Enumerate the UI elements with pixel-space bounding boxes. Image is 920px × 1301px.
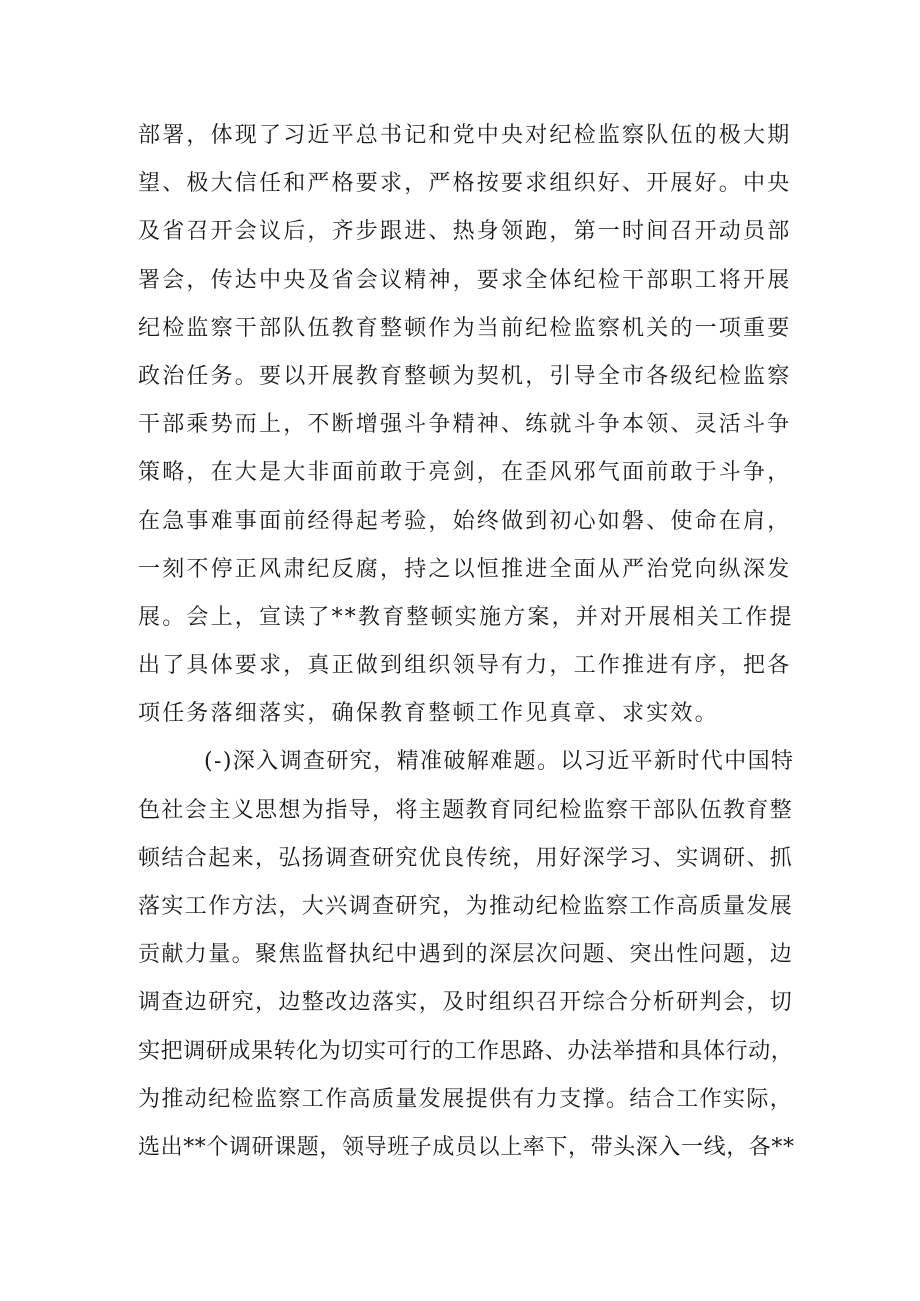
text-line-22: 选出**个调研课题，领导班子成员以上率下，带头深入一线，各** bbox=[138, 1134, 795, 1160]
text-line-13: 项任务落细落实，确保教育整顿工作见真章、求实效。 bbox=[138, 701, 719, 727]
text-line-11: 展。会上，宣读了**教育整顿实施方案，并对开展相关工作提 bbox=[138, 604, 794, 630]
text-line-16: 顿结合起来，弘扬调查研究优良传统，用好深学习、实调研、抓 bbox=[138, 845, 794, 871]
text-line-6: 政治任务。要以开展教育整顿为契机，引导全市各级纪检监察 bbox=[138, 363, 792, 389]
text-line-8: 策略，在大是大非面前敢于亮剑，在歪风邪气面前敢于斗争， bbox=[138, 460, 792, 486]
text-line-7: 干部乘势而上，不断增强斗争精神、练就斗争本领、灵活斗争 bbox=[138, 412, 792, 438]
text-line-19: 调查边研究，边整改边落实，及时组织召开综合分析研判会，切 bbox=[138, 990, 794, 1016]
text-line-1: 部署，体现了习近平总书记和党中央对纪检监察队伍的极大期 bbox=[138, 123, 792, 148]
text-line-9: 在急事难事面前经得起考验，始终做到初心如磐、使命在肩， bbox=[138, 508, 792, 534]
text-line-21: 为推动纪检监察工作高质量发展提供有力支撑。结合工作实际， bbox=[138, 1086, 794, 1112]
text-line-5: 纪检监察干部队伍教育整顿作为当前纪检监察机关的一项重要 bbox=[138, 315, 792, 341]
section-heading-line: (-)深入调查研究，精准破解难题。以习近平新时代中国特 bbox=[204, 749, 795, 775]
text-line-10: 一刻不停正风肃纪反腐，持之以恒推进全面从严治党向纵深发 bbox=[138, 556, 792, 582]
text-line-20: 实把调研成果转化为切实可行的工作思路、办法举措和具体行动， bbox=[138, 1038, 794, 1064]
text-line-12: 出了具体要求，真正做到组织领导有力，工作推进有序，把各 bbox=[138, 653, 792, 679]
text-line-4: 署会，传达中央及省会议精神，要求全体纪检干部职工将开展 bbox=[138, 267, 792, 293]
text-line-15: 色社会主义思想为指导，将主题教育同纪检监察干部队伍教育整 bbox=[138, 797, 794, 823]
text-line-17: 落实工作方法，大兴调查研究，为推动纪检监察工作高质量发展 bbox=[138, 894, 794, 919]
text-line-2: 望、极大信任和严格要求，严格按要求组织好、开展好。中央 bbox=[138, 171, 792, 197]
text-line-18: 贡献力量。聚焦监督执纪中遇到的深层次问题、突出性问题，边 bbox=[138, 942, 794, 968]
body-text bbox=[138, 112, 798, 1172]
text-line-3: 及省召开会议后，齐步跟进、热身领跑，第一时间召开动员部 bbox=[138, 219, 792, 245]
